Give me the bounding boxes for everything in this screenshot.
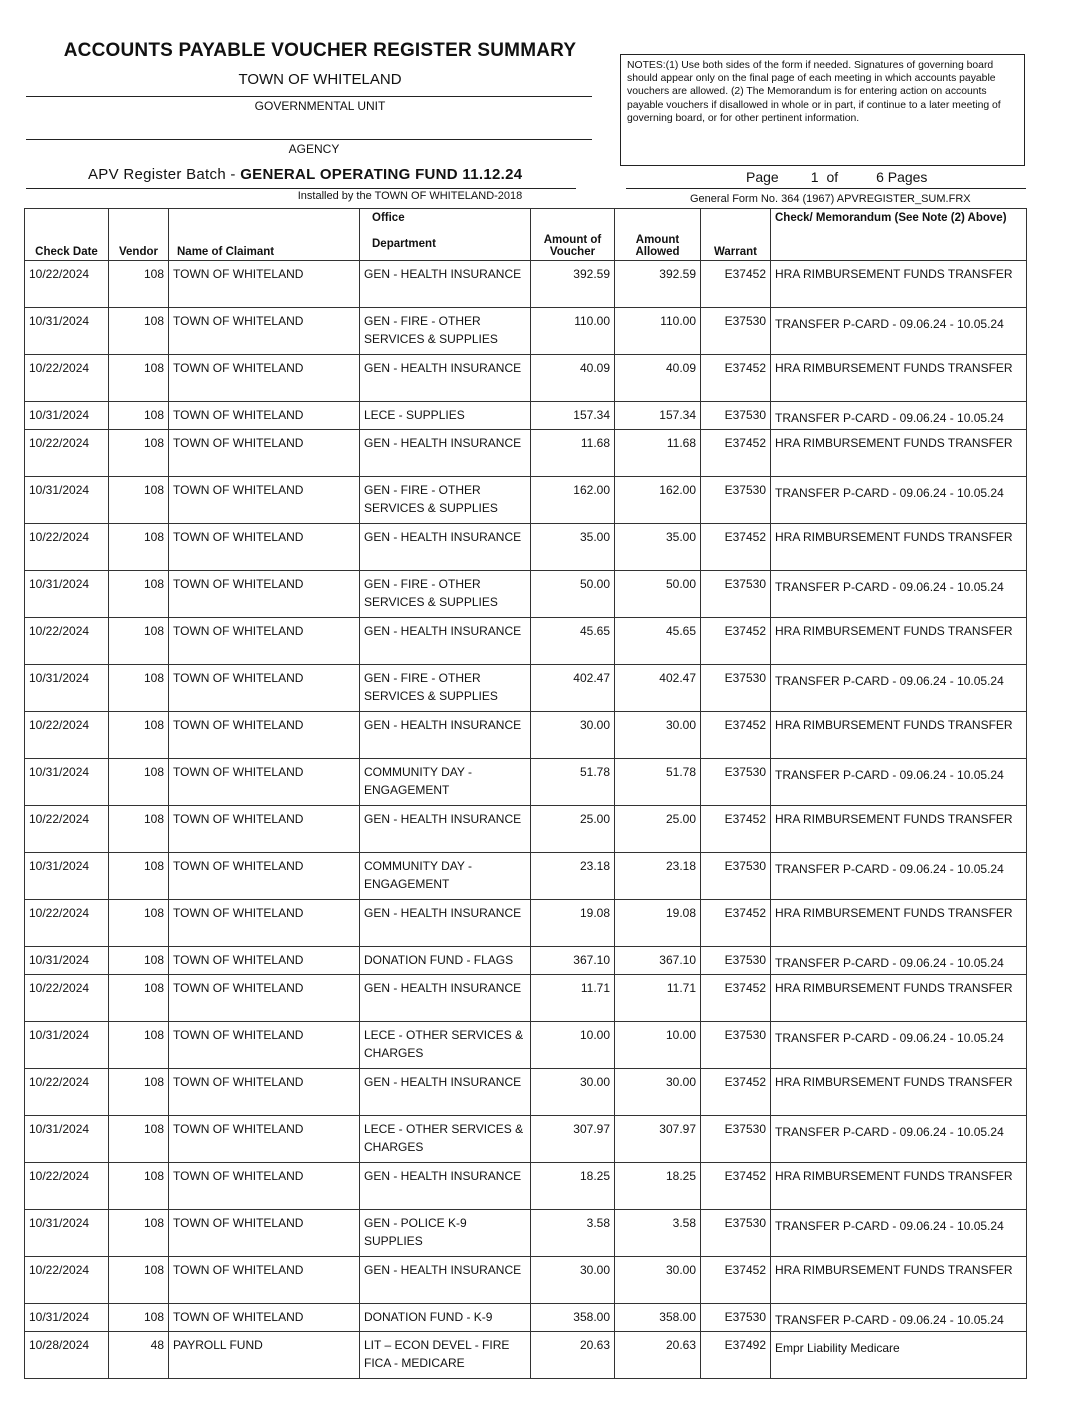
- allowed-amount-cell: 40.09: [615, 355, 701, 402]
- col-department: Department: [372, 238, 436, 250]
- department-cell: GEN - HEALTH INSURANCE: [360, 1257, 531, 1304]
- check-date-cell: 10/31/2024: [25, 1022, 109, 1069]
- department-cell: GEN - FIRE - OTHER SERVICES & SUPPLIES: [360, 571, 531, 618]
- department-cell: GEN - HEALTH INSURANCE: [360, 261, 531, 308]
- claimant-cell: TOWN OF WHITELAND: [169, 806, 360, 853]
- voucher-amount-cell: 18.25: [531, 1163, 615, 1210]
- department-cell: DONATION FUND - K-9: [360, 1304, 531, 1332]
- claimant-cell: PAYROLL FUND: [169, 1332, 360, 1379]
- warrant-cell: E37452: [701, 806, 771, 853]
- claimant-cell: TOWN OF WHITELAND: [169, 571, 360, 618]
- claimant-cell: TOWN OF WHITELAND: [169, 355, 360, 402]
- memo-cell: TRANSFER P-CARD - 09.06.24 - 10.05.24: [771, 947, 1027, 975]
- voucher-amount-cell: 30.00: [531, 712, 615, 759]
- check-date-cell: 10/22/2024: [25, 806, 109, 853]
- vendor-cell: 108: [109, 806, 169, 853]
- table-row: [25, 430, 1027, 477]
- vendor-cell: 48: [109, 1332, 169, 1379]
- allowed-amount-cell: 45.65: [615, 618, 701, 665]
- vendor-cell: 108: [109, 947, 169, 975]
- check-date-cell: 10/22/2024: [25, 524, 109, 571]
- voucher-amount-cell: 45.65: [531, 618, 615, 665]
- vendor-cell: 108: [109, 618, 169, 665]
- vendor-cell: 108: [109, 477, 169, 524]
- allowed-amount-cell: 30.00: [615, 1069, 701, 1116]
- department-cell: GEN - HEALTH INSURANCE: [360, 975, 531, 1022]
- vendor-cell: 108: [109, 712, 169, 759]
- memo-cell: TRANSFER P-CARD - 09.06.24 - 10.05.24: [771, 665, 1027, 712]
- claimant-cell: TOWN OF WHITELAND: [169, 665, 360, 712]
- warrant-cell: E37530: [701, 759, 771, 806]
- department-cell: GEN - HEALTH INSURANCE: [360, 806, 531, 853]
- allowed-amount-cell: 11.68: [615, 430, 701, 477]
- check-date-cell: 10/31/2024: [25, 571, 109, 618]
- warrant-cell: E37452: [701, 900, 771, 947]
- vendor-cell: 108: [109, 524, 169, 571]
- check-date-cell: 10/22/2024: [25, 1163, 109, 1210]
- vendor-cell: 108: [109, 900, 169, 947]
- claimant-cell: TOWN OF WHITELAND: [169, 430, 360, 477]
- memo-cell: HRA RIMBURSEMENT FUNDS TRANSFER: [771, 1069, 1027, 1116]
- voucher-amount-cell: 367.10: [531, 947, 615, 975]
- allowed-amount-cell: 18.25: [615, 1163, 701, 1210]
- warrant-cell: E37452: [701, 975, 771, 1022]
- vendor-cell: 108: [109, 1069, 169, 1116]
- claimant-cell: TOWN OF WHITELAND: [169, 261, 360, 308]
- check-date-cell: 10/22/2024: [25, 261, 109, 308]
- check-date-cell: 10/22/2024: [25, 900, 109, 947]
- memo-cell: TRANSFER P-CARD - 09.06.24 - 10.05.24: [771, 477, 1027, 524]
- department-cell: GEN - HEALTH INSURANCE: [360, 900, 531, 947]
- col-allowed: Amount Allowed: [615, 209, 701, 261]
- voucher-amount-cell: 50.00: [531, 571, 615, 618]
- voucher-amount-cell: 392.59: [531, 261, 615, 308]
- allowed-amount-cell: 51.78: [615, 759, 701, 806]
- check-date-cell: 10/31/2024: [25, 1210, 109, 1257]
- table-row: [25, 1022, 1027, 1069]
- batch-prefix: APV Register Batch -: [88, 166, 241, 183]
- table-row: [25, 524, 1027, 571]
- warrant-cell: E37492: [701, 1332, 771, 1379]
- claimant-cell: TOWN OF WHITELAND: [169, 1257, 360, 1304]
- department-cell: DONATION FUND - FLAGS: [360, 947, 531, 975]
- warrant-cell: E37452: [701, 524, 771, 571]
- col-memo: Check/ Memorandum (See Note (2) Above): [771, 209, 1027, 261]
- check-date-cell: 10/22/2024: [25, 1069, 109, 1116]
- vendor-cell: 108: [109, 1116, 169, 1163]
- check-date-cell: 10/31/2024: [25, 477, 109, 524]
- vendor-cell: 108: [109, 853, 169, 900]
- voucher-amount-cell: 157.34: [531, 402, 615, 430]
- allowed-amount-cell: 157.34: [615, 402, 701, 430]
- col-vendor: Vendor: [109, 209, 169, 261]
- check-date-cell: 10/31/2024: [25, 1116, 109, 1163]
- department-cell: GEN - FIRE - OTHER SERVICES & SUPPLIES: [360, 477, 531, 524]
- table-row: [25, 1332, 1027, 1379]
- check-date-cell: 10/31/2024: [25, 1304, 109, 1332]
- allowed-amount-cell: 30.00: [615, 712, 701, 759]
- table-row: [25, 1257, 1027, 1304]
- col-voucher: Amount of Voucher: [531, 209, 615, 261]
- table-row: [25, 261, 1027, 308]
- table-row: [25, 1116, 1027, 1163]
- voucher-amount-cell: 10.00: [531, 1022, 615, 1069]
- department-cell: GEN - HEALTH INSURANCE: [360, 618, 531, 665]
- warrant-cell: E37452: [701, 1069, 771, 1116]
- table-row: [25, 947, 1027, 975]
- memo-cell: Empr Liability Medicare: [771, 1332, 1027, 1379]
- allowed-amount-cell: 392.59: [615, 261, 701, 308]
- claimant-cell: TOWN OF WHITELAND: [169, 712, 360, 759]
- allowed-amount-cell: 162.00: [615, 477, 701, 524]
- allowed-amount-cell: 30.00: [615, 1257, 701, 1304]
- warrant-cell: E37530: [701, 853, 771, 900]
- voucher-amount-cell: 307.97: [531, 1116, 615, 1163]
- claimant-cell: TOWN OF WHITELAND: [169, 1304, 360, 1332]
- vendor-cell: 108: [109, 261, 169, 308]
- vendor-cell: 108: [109, 1022, 169, 1069]
- page-total: 6 Pages: [876, 169, 928, 185]
- memo-cell: HRA RIMBURSEMENT FUNDS TRANSFER: [771, 430, 1027, 477]
- claimant-cell: TOWN OF WHITELAND: [169, 402, 360, 430]
- warrant-cell: E37530: [701, 477, 771, 524]
- voucher-amount-cell: 402.47: [531, 665, 615, 712]
- warrant-cell: E37530: [701, 1210, 771, 1257]
- claimant-cell: TOWN OF WHITELAND: [169, 759, 360, 806]
- claimant-cell: TOWN OF WHITELAND: [169, 1210, 360, 1257]
- table-row: [25, 975, 1027, 1022]
- table-body: [25, 261, 1027, 1379]
- claimant-cell: TOWN OF WHITELAND: [169, 900, 360, 947]
- check-date-cell: 10/28/2024: [25, 1332, 109, 1379]
- voucher-amount-cell: 35.00: [531, 524, 615, 571]
- table-row: [25, 402, 1027, 430]
- memo-cell: HRA RIMBURSEMENT FUNDS TRANSFER: [771, 261, 1027, 308]
- voucher-amount-cell: 11.68: [531, 430, 615, 477]
- memo-cell: HRA RIMBURSEMENT FUNDS TRANSFER: [771, 975, 1027, 1022]
- col-warrant: Warrant: [701, 209, 771, 261]
- document-title: ACCOUNTS PAYABLE VOUCHER REGISTER SUMMARY: [63, 40, 577, 61]
- town-name: TOWN OF WHITELAND: [238, 71, 402, 88]
- notes-box: NOTES:(1) Use both sides of the form if needed. Signatures of governing board should appear only on the final page of each meeting in which accounts payable vouchers are allowed. (2) The Memorandum is for entering action on accounts payable vouchers if disallowed in whole or in part, if continue to a later meeting of governing board, or for other pertinent information.: [620, 54, 1025, 166]
- vendor-cell: 108: [109, 1257, 169, 1304]
- department-cell: GEN - HEALTH INSURANCE: [360, 712, 531, 759]
- col-office-department: [360, 209, 531, 261]
- table-row: [25, 1304, 1027, 1332]
- warrant-cell: E37452: [701, 712, 771, 759]
- table-row: [25, 1210, 1027, 1257]
- vendor-cell: 108: [109, 975, 169, 1022]
- allowed-amount-cell: 19.08: [615, 900, 701, 947]
- check-date-cell: 10/22/2024: [25, 430, 109, 477]
- memo-cell: TRANSFER P-CARD - 09.06.24 - 10.05.24: [771, 402, 1027, 430]
- warrant-cell: E37452: [701, 1257, 771, 1304]
- warrant-cell: E37530: [701, 1022, 771, 1069]
- page-number: 1: [810, 169, 819, 185]
- governmental-unit-label: GOVERNMENTAL UNIT: [254, 99, 386, 113]
- col-check-date: Check Date: [25, 209, 109, 261]
- table-row: [25, 900, 1027, 947]
- allowed-amount-cell: 35.00: [615, 524, 701, 571]
- department-cell: LIT – ECON DEVEL - FIRE FICA - MEDICARE: [360, 1332, 531, 1379]
- voucher-amount-cell: 162.00: [531, 477, 615, 524]
- allowed-amount-cell: 367.10: [615, 947, 701, 975]
- check-date-cell: 10/31/2024: [25, 665, 109, 712]
- allowed-amount-cell: 358.00: [615, 1304, 701, 1332]
- allowed-amount-cell: 11.71: [615, 975, 701, 1022]
- warrant-cell: E37530: [701, 947, 771, 975]
- vendor-cell: 108: [109, 759, 169, 806]
- page-of: of: [826, 169, 839, 185]
- memo-cell: HRA RIMBURSEMENT FUNDS TRANSFER: [771, 900, 1027, 947]
- page-label: Page: [746, 169, 779, 185]
- voucher-amount-cell: 110.00: [531, 308, 615, 355]
- claimant-cell: TOWN OF WHITELAND: [169, 524, 360, 571]
- warrant-cell: E37530: [701, 571, 771, 618]
- department-cell: LECE - OTHER SERVICES & CHARGES: [360, 1022, 531, 1069]
- page-indicator: [746, 169, 927, 185]
- voucher-amount-cell: 23.18: [531, 853, 615, 900]
- table-row: [25, 853, 1027, 900]
- voucher-amount-cell: 11.71: [531, 975, 615, 1022]
- allowed-amount-cell: 20.63: [615, 1332, 701, 1379]
- agency-label: AGENCY: [288, 142, 340, 156]
- allowed-amount-cell: 23.18: [615, 853, 701, 900]
- claimant-cell: TOWN OF WHITELAND: [169, 618, 360, 665]
- memo-cell: HRA RIMBURSEMENT FUNDS TRANSFER: [771, 712, 1027, 759]
- warrant-cell: E37530: [701, 665, 771, 712]
- department-cell: GEN - HEALTH INSURANCE: [360, 524, 531, 571]
- vendor-cell: 108: [109, 1304, 169, 1332]
- claimant-cell: TOWN OF WHITELAND: [169, 853, 360, 900]
- check-date-cell: 10/31/2024: [25, 853, 109, 900]
- warrant-cell: E37530: [701, 308, 771, 355]
- form-number: General Form No. 364 (1967) APVREGISTER_SUM.FRX: [690, 193, 971, 205]
- voucher-amount-cell: 30.00: [531, 1257, 615, 1304]
- table-row: [25, 665, 1027, 712]
- check-date-cell: 10/22/2024: [25, 712, 109, 759]
- warrant-cell: E37530: [701, 1304, 771, 1332]
- check-date-cell: 10/22/2024: [25, 1257, 109, 1304]
- department-cell: GEN - FIRE - OTHER SERVICES & SUPPLIES: [360, 308, 531, 355]
- memo-cell: TRANSFER P-CARD - 09.06.24 - 10.05.24: [771, 571, 1027, 618]
- voucher-amount-cell: 20.63: [531, 1332, 615, 1379]
- warrant-cell: E37452: [701, 1163, 771, 1210]
- allowed-amount-cell: 3.58: [615, 1210, 701, 1257]
- vendor-cell: 108: [109, 571, 169, 618]
- table-header-row: [25, 209, 1027, 261]
- department-cell: GEN - HEALTH INSURANCE: [360, 1069, 531, 1116]
- claimant-cell: TOWN OF WHITELAND: [169, 1069, 360, 1116]
- allowed-amount-cell: 307.97: [615, 1116, 701, 1163]
- voucher-amount-cell: 30.00: [531, 1069, 615, 1116]
- check-date-cell: 10/31/2024: [25, 759, 109, 806]
- table-row: [25, 1069, 1027, 1116]
- warrant-cell: E37452: [701, 430, 771, 477]
- check-date-cell: 10/31/2024: [25, 947, 109, 975]
- check-date-cell: 10/31/2024: [25, 402, 109, 430]
- department-cell: GEN - HEALTH INSURANCE: [360, 1163, 531, 1210]
- check-date-cell: 10/22/2024: [25, 355, 109, 402]
- batch-title: [88, 166, 522, 183]
- claimant-cell: TOWN OF WHITELAND: [169, 975, 360, 1022]
- department-cell: COMMUNITY DAY - ENGAGEMENT: [360, 853, 531, 900]
- allowed-amount-cell: 402.47: [615, 665, 701, 712]
- table-row: [25, 477, 1027, 524]
- allowed-amount-cell: 50.00: [615, 571, 701, 618]
- table-row: [25, 1163, 1027, 1210]
- table-row: [25, 712, 1027, 759]
- table-row: [25, 759, 1027, 806]
- department-cell: GEN - POLICE K-9 SUPPLIES: [360, 1210, 531, 1257]
- memo-cell: HRA RIMBURSEMENT FUNDS TRANSFER: [771, 524, 1027, 571]
- allowed-amount-cell: 25.00: [615, 806, 701, 853]
- check-date-cell: 10/31/2024: [25, 308, 109, 355]
- check-date-cell: 10/22/2024: [25, 975, 109, 1022]
- vendor-cell: 108: [109, 402, 169, 430]
- col-claimant: Name of Claimant: [169, 209, 360, 261]
- allowed-amount-cell: 10.00: [615, 1022, 701, 1069]
- divider: [26, 139, 592, 140]
- vendor-cell: 108: [109, 430, 169, 477]
- claimant-cell: TOWN OF WHITELAND: [169, 1116, 360, 1163]
- table-row: [25, 571, 1027, 618]
- memo-cell: TRANSFER P-CARD - 09.06.24 - 10.05.24: [771, 1022, 1027, 1069]
- claimant-cell: TOWN OF WHITELAND: [169, 1163, 360, 1210]
- memo-cell: TRANSFER P-CARD - 09.06.24 - 10.05.24: [771, 1116, 1027, 1163]
- table-row: [25, 806, 1027, 853]
- claimant-cell: TOWN OF WHITELAND: [169, 477, 360, 524]
- batch-fund: GENERAL OPERATING FUND 11.12.24: [240, 166, 523, 183]
- voucher-register-table: [24, 208, 1027, 1379]
- allowed-amount-cell: 110.00: [615, 308, 701, 355]
- memo-cell: HRA RIMBURSEMENT FUNDS TRANSFER: [771, 618, 1027, 665]
- vendor-cell: 108: [109, 355, 169, 402]
- vendor-cell: 108: [109, 665, 169, 712]
- table-row: [25, 308, 1027, 355]
- warrant-cell: E37452: [701, 618, 771, 665]
- voucher-amount-cell: 40.09: [531, 355, 615, 402]
- memo-cell: HRA RIMBURSEMENT FUNDS TRANSFER: [771, 1163, 1027, 1210]
- memo-cell: TRANSFER P-CARD - 09.06.24 - 10.05.24: [771, 759, 1027, 806]
- department-cell: GEN - HEALTH INSURANCE: [360, 355, 531, 402]
- department-cell: LECE - SUPPLIES: [360, 402, 531, 430]
- table-row: [25, 618, 1027, 665]
- department-cell: GEN - HEALTH INSURANCE: [360, 430, 531, 477]
- vendor-cell: 108: [109, 1210, 169, 1257]
- memo-cell: TRANSFER P-CARD - 09.06.24 - 10.05.24: [771, 853, 1027, 900]
- divider: [26, 188, 576, 189]
- col-office: Office: [372, 212, 405, 224]
- voucher-amount-cell: 51.78: [531, 759, 615, 806]
- warrant-cell: E37452: [701, 261, 771, 308]
- check-date-cell: 10/22/2024: [25, 618, 109, 665]
- claimant-cell: TOWN OF WHITELAND: [169, 947, 360, 975]
- memo-cell: TRANSFER P-CARD - 09.06.24 - 10.05.24: [771, 308, 1027, 355]
- divider: [26, 96, 592, 97]
- divider: [626, 188, 1026, 189]
- voucher-amount-cell: 25.00: [531, 806, 615, 853]
- warrant-cell: E37530: [701, 402, 771, 430]
- claimant-cell: TOWN OF WHITELAND: [169, 308, 360, 355]
- installed-by: Installed by the TOWN OF WHITELAND-2018: [297, 190, 523, 202]
- department-cell: GEN - FIRE - OTHER SERVICES & SUPPLIES: [360, 665, 531, 712]
- voucher-amount-cell: 358.00: [531, 1304, 615, 1332]
- claimant-cell: TOWN OF WHITELAND: [169, 1022, 360, 1069]
- vendor-cell: 108: [109, 308, 169, 355]
- memo-cell: TRANSFER P-CARD - 09.06.24 - 10.05.24: [771, 1210, 1027, 1257]
- voucher-amount-cell: 19.08: [531, 900, 615, 947]
- warrant-cell: E37452: [701, 355, 771, 402]
- memo-cell: HRA RIMBURSEMENT FUNDS TRANSFER: [771, 355, 1027, 402]
- department-cell: LECE - OTHER SERVICES & CHARGES: [360, 1116, 531, 1163]
- memo-cell: HRA RIMBURSEMENT FUNDS TRANSFER: [771, 806, 1027, 853]
- warrant-cell: E37530: [701, 1116, 771, 1163]
- memo-cell: TRANSFER P-CARD - 09.06.24 - 10.05.24: [771, 1304, 1027, 1332]
- table-row: [25, 355, 1027, 402]
- department-cell: COMMUNITY DAY - ENGAGEMENT: [360, 759, 531, 806]
- memo-cell: HRA RIMBURSEMENT FUNDS TRANSFER: [771, 1257, 1027, 1304]
- voucher-amount-cell: 3.58: [531, 1210, 615, 1257]
- vendor-cell: 108: [109, 1163, 169, 1210]
